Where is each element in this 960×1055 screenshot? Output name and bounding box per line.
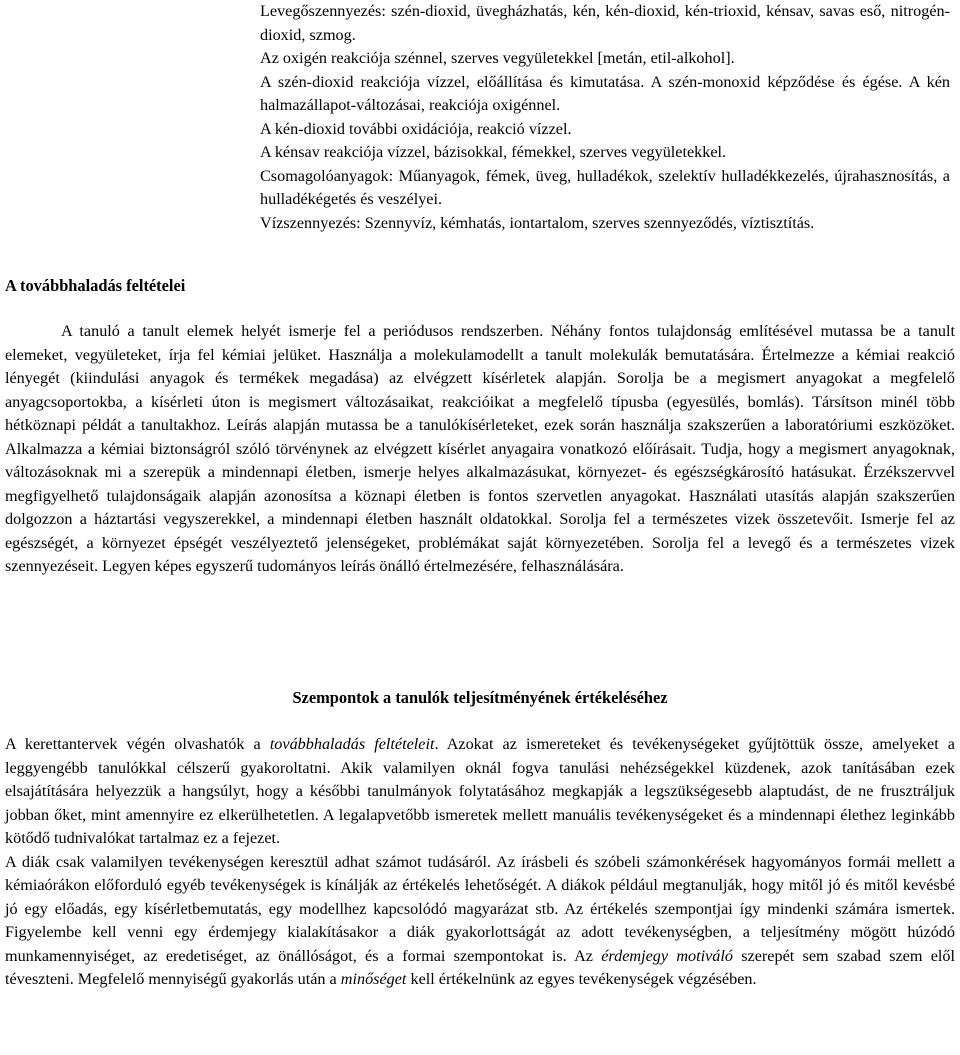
topic-line: A kén-dioxid további oxidációja, reakció vízzel. [260,119,572,138]
prerequisites-section [5,320,955,579]
section-heading-evaluation: Szempontok a tanulók teljesítményének értékeléséhez [292,688,668,707]
evaluation-paragraph-1: A kerettantervek végén olvashatók a továbbhaladás feltételeit. Azokat az ismereteket és tevékenységeket gyűjtöttük össze, amelyeket a leggyengébb tanulókkal célszerű gyakoroltatni. Akik valamilyen oknál fogva tanulási nehézségekkel küzdenek, azok tanításában ezek elsajátítására helyezzük a hangsúlyt, hogy a későbbi tanulmányok folytatásához megkapják a legszükségesebb alaptudást, de ne frusztráljuk jobban őket, mint amennyire ez elkerülhetetlen. A legalapvetőbb ismeretek mellett manuális tevékenységeket és a mindennapi élethez leginkább kötődő tudnivalókat tartalmaz ez a fejezet. [5,735,955,847]
prerequisites-paragraph: A tanuló a tanult elemek helyét ismerje fel a periódusos rendszerben. Néhány fontos tulajdonság említésével mutassa be a tanult elemeket, vegyületeket, írja fel kémiai jelüket. Használja a molekulamodellt a tanult molekulák bemutatására. Értelmezze a kémiai reakció lényegét (kiindulási anyagok és termékek megadása) az elvégzett kísérletek alapján. Sorolja be a megismert anyagokat a megfelelő anyagcsoportokba, a kísérleti úton is megismert változásaikat, reakcióikat a megfelelő típusba (egyesülés, bomlás). Társítson minél több hétköznapi példát a tanultakhoz. Leírás alapján mutassa be a tanulókísérleteket, ezek során használja szakszerűen a laboratóriumi eszközöket. Alkalmazza a kémiai biztonságról szóló törvénynek az elvégzett kísérlet anyagaira vonatkozó előírásait. Tudja, hogy a megismert anyagoknak, változásoknak mi a szerepük a mindennapi életben, ismerje helyes alkalmazásukat, környezet- és egészségkárosító hatásukat. Érzékszervvel megfigyelhető tulajdonságaik alapján azonosítsa a köznapi életben is fontos szervetlen anyagokat. Használati utasítás alapján szakszerűen dolgozzon a háztartási vegyszerekkel, a mindennapi életben használt oldatokkal. Sorolja fel a természetes vizek összetevőit. Ismerje fel az egészségét, a környezet épségét veszélyeztető jelenségeket, problémákat saját környezetében. Sorolja fel a levegő és a természetes vizek szennyezéseit. Legyen képes egyszerű tudományos leírás önálló értelmezésére, felhasználására. [5,322,955,575]
evaluation-paragraph-2: A diák csak valamilyen tevékenységen keresztül adhat számot tudásáról. Az írásbeli és szóbeli számonkérések hagyományos formái mellett a kémiaórákon előforduló egyéb tevékenységek is kínálják az értékelés lehetőségét. A diákok például megtanulják, hogy mitől jó és mitől kevésbé jó egy előadás, egy kísérletbemutatás, egy modellhez kapcsolódó magyarázat stb. Az értékelés szempontjai így mindenki számára ismertek. Figyelembe kell venni egy érdemjegy kialakításakor a diák gyakorlottságát az adott tevékenységben, a teljesítmény mögött húzódó munkamennyiséget, az eredetiséget, az önállóságot, és a formai szempontokat is. Az érdemjegy motiváló szerepét sem szabad szem elől téveszteni. Megfelelő mennyiségű gyakorlás után a minőséget kell értékelnünk az egyes tevékenységek végzésében. [5,852,955,988]
topic-line: Csomagolóanyagok: Műanyagok, fémek, üveg, hulladékok, szelektív hulladékkezelés, újrahasznosítás, a hulladékégetés és veszélyei. [260,166,950,208]
topic-line: Levegőszennyezés: szén-dioxid, üvegházhatás, kén, kén-dioxid, kén-trioxid, kénsav, savas eső, nitrogén-dioxid, szmog. [260,2,950,44]
topic-list [260,0,950,235]
topic-line: A szén-dioxid reakciója vízzel, előállítása és kimutatása. A szén-monoxid képződése és égése. A kén halmazállapot-változásai, reakciója oxigénnel. [260,72,950,114]
section-heading-prerequisites: A továbbhaladás feltételei [5,276,186,295]
emphasis-text: minőséget [340,970,407,988]
topic-line: Az oxigén reakciója szénnel, szerves vegyületekkel [metán, etil-alkohol]. [260,49,735,67]
evaluation-section [5,733,955,992]
topic-line: Vízszennyezés: Szennyvíz, kémhatás, iontartalom, szerves szennyeződés, víztisztítás. [260,213,815,232]
emphasis-text: továbbhaladás feltételeit [269,735,435,753]
emphasis-text: érdemjegy motiváló [601,946,733,965]
topic-line: A kénsav reakciója vízzel, bázisokkal, fémekkel, szerves vegyületekkel. [260,143,727,161]
